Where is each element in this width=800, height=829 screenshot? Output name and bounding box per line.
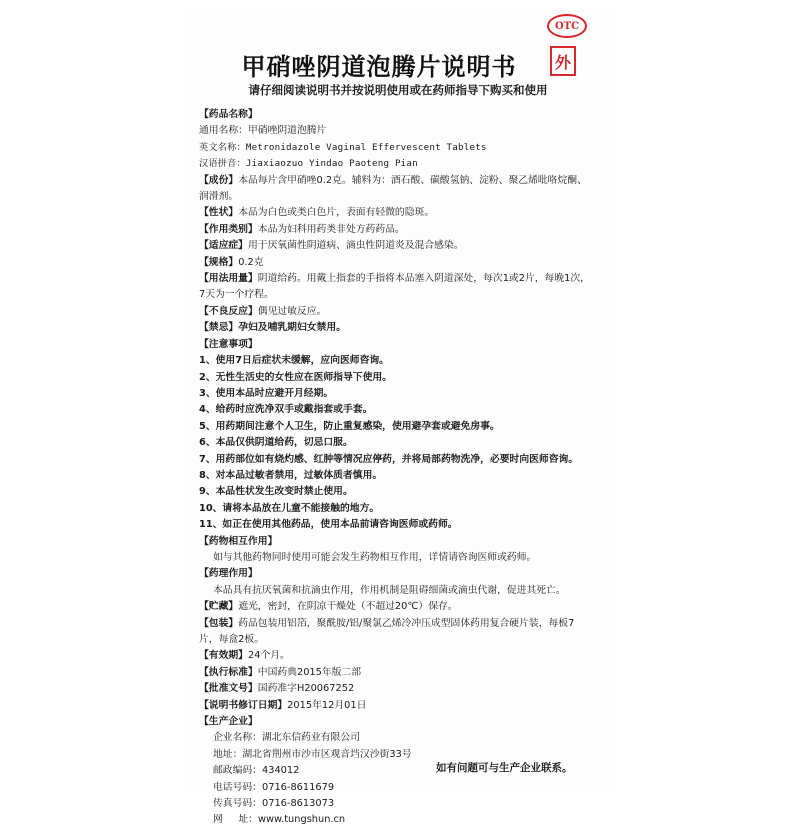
- package-section: [199, 616, 591, 649]
- category-text: 本品为妇科用药类非处方药药品。: [257, 223, 405, 235]
- pinyin-name: 汉语拼音：Jiaxiaozuo Yindao Paoteng Pian: [199, 158, 418, 170]
- contraindication-section: [199, 320, 591, 336]
- manufacturer-info: [199, 730, 591, 828]
- usage-label: 【用法用量】: [199, 273, 258, 285]
- composition-text: 本品每片含甲硝唑0.2克。辅料为：酒石酸、碳酸氢钠、淀粉、聚乙烯吡咯烷酮、润滑剂。: [199, 174, 587, 203]
- package-label: 【包装】: [199, 617, 239, 629]
- postal-code: 邮政编码：434012: [213, 765, 300, 777]
- company-address: 地址：湖北省荆州市沙市区观音垱汉沙街33号: [213, 748, 412, 760]
- indication-label: 【适应症】: [199, 240, 248, 252]
- precaution-item: 4、给药时应洗净双手或戴指套或手套。: [199, 404, 373, 416]
- interaction-text: 如与其他药物同时使用可能会发生药物相互作用，详情请咨询医师或药师。: [213, 551, 537, 563]
- expiry-text: 24个月。: [247, 650, 290, 662]
- adverse-label: 【不良反应】: [199, 305, 258, 317]
- storage-text: 遮光，密封，在阴凉干燥处（不超过20℃）保存。: [238, 601, 458, 613]
- approval-section: [199, 681, 591, 697]
- storage-label: 【贮藏】: [199, 601, 239, 613]
- adverse-section: [199, 304, 591, 320]
- external-use-badge: 外: [550, 46, 576, 76]
- company-name: 企业名称：湖北东信药业有限公司: [213, 732, 360, 744]
- revision-label: 【说明书修订日期】: [199, 699, 288, 711]
- spec-text: 0.2克: [238, 256, 264, 268]
- website: 网 址：www.tungshun.cn: [213, 814, 346, 826]
- interaction-header: 【药物相互作用】: [199, 535, 278, 547]
- approval-label: 【批准文号】: [199, 683, 258, 695]
- contraindication-label: 【禁忌】: [199, 322, 239, 334]
- composition-section: [199, 173, 591, 206]
- precaution-item: 1、使用7日后症状未缓解，应向医师咨询。: [199, 355, 389, 367]
- contraindication-text: 孕妇及哺乳期妇女禁用。: [238, 322, 346, 334]
- character-label: 【性状】: [199, 207, 239, 219]
- character-section: [199, 205, 591, 221]
- revision-text: 2015年12月01日: [287, 699, 367, 711]
- category-section: [199, 222, 591, 238]
- standard-text: 中国药典2015年版二部: [257, 666, 362, 678]
- precaution-item: 11、如正在使用其他药品，使用本品前请咨询医师或药师。: [199, 519, 458, 531]
- usage-text: 阴道给药。用戴上指套的手指将本品塞入阴道深处，每次1或2片，每晚1次，7天为一个疗程。: [199, 273, 590, 301]
- pharmacology-text: 本品具有抗厌氧菌和抗滴虫作用，作用机制是阻碍细菌或滴虫代谢，促进其死亡。: [213, 584, 566, 596]
- standard-section: [199, 665, 591, 681]
- drug-name-header: 【药品名称】: [199, 109, 258, 120]
- precautions-list: [199, 353, 591, 533]
- precaution-item: 9、本品性状发生改变时禁止使用。: [199, 486, 353, 498]
- precaution-item: 3、使用本品时应避开月经期。: [199, 387, 334, 399]
- english-name: 英文名称：Metronidazole Vaginal Effervescent Tablets: [199, 141, 487, 153]
- indication-text: 用于厌氧菌性阴道病、滴虫性阴道炎及混合感染。: [247, 240, 464, 252]
- precaution-item: 8、对本品过敏者禁用，过敏体质者慎用。: [199, 469, 383, 481]
- adverse-text: 偶见过敏反应。: [257, 305, 327, 317]
- leaflet-body: [199, 107, 591, 829]
- common-name: 通用名称：甲硝唑阴道泡腾片: [199, 125, 327, 137]
- fax-number: 传真号码：0716-8613073: [213, 798, 335, 810]
- precaution-item: 6、本品仅供阴道给药，切忌口服。: [199, 437, 353, 449]
- leaflet-subtitle: 请仔细阅读说明书并按说明使用或在药师指导下购买和使用: [248, 83, 548, 97]
- spec-section: [199, 255, 591, 271]
- contact-note: 如有问题可与生产企业联系。: [436, 762, 573, 774]
- leaflet-title: 甲硝唑阴道泡腾片说明书: [241, 53, 517, 81]
- precaution-item: 5、用药期间注意个人卫生，防止重复感染，使用避孕套或避免房事。: [199, 420, 500, 432]
- precaution-item: 2、无性生活史的女性应在医师指导下使用。: [199, 371, 392, 383]
- precautions-header: 【注意事项】: [199, 338, 258, 350]
- otc-badge: OTC: [547, 14, 587, 38]
- precaution-item: 10、请将本品放在儿童不能接触的地方。: [199, 502, 380, 514]
- package-text: 药品包装用铝箔，聚酰胺/铝/聚氯乙烯冷冲压成型固体药用复合硬片装，每板7片，每盒2板。: [199, 617, 575, 645]
- revision-section: [199, 698, 591, 714]
- spec-label: 【规格】: [199, 256, 239, 268]
- pharmacology-header: 【药理作用】: [199, 568, 258, 580]
- phone-number: 电话号码：0716-8611679: [213, 781, 335, 793]
- expiry-section: [199, 648, 591, 664]
- category-label: 【作用类别】: [199, 223, 258, 235]
- expiry-label: 【有效期】: [199, 650, 248, 662]
- storage-section: [199, 599, 591, 615]
- indication-section: [199, 238, 591, 254]
- approval-text: 国药准字H20067252: [257, 683, 355, 695]
- standard-label: 【执行标准】: [199, 666, 258, 678]
- composition-label: 【成份】: [199, 174, 239, 186]
- manufacturer-header: 【生产企业】: [199, 716, 258, 728]
- usage-section: [199, 271, 591, 304]
- precaution-item: 7、用药部位如有烧灼感、红肿等情况应停药，并将局部药物洗净，必要时向医师咨询。: [199, 453, 579, 465]
- character-text: 本品为白色或类白色片，表面有轻微的隐斑。: [238, 207, 435, 219]
